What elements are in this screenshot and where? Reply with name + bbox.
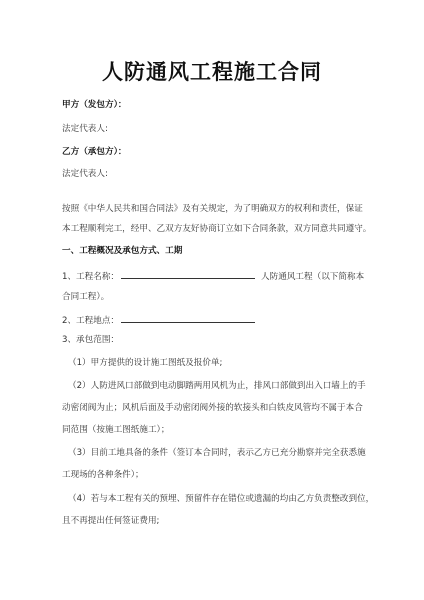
project-location-blank: [121, 313, 255, 323]
scope-sub-4-line: （4）若与本工程有关的预埋、预留件存在错位或遗漏的均由乙方负责整改到位，: [68, 494, 375, 504]
party-a-label: 甲方（发包方）：: [62, 100, 127, 110]
item-suffix: 人防通风工程（以下简称本: [261, 272, 365, 282]
scope-sub-2-line: 同范围（按施工图纸施工）；: [62, 425, 170, 435]
preamble-line: 本工程顺利完工，经甲、乙双方友好协商订立如下合同条款，双方同意共同遵守。: [62, 224, 372, 234]
document-title: 人防通风工程施工合同: [102, 60, 322, 84]
preamble-line: 按照《中华人民共和国合同法》及有关规定，为了明确双方的权利和责任，保证: [62, 204, 363, 214]
scope-sub-2-line: 动密闭阀为止；风机后面及手动密闭阀外接的软接头和白铁皮风管均不属于本合: [62, 403, 363, 413]
scope-sub-2-line: （2）人防进风口部做到电动脚踏两用风机为止，排风口部做到出入口墙上的手: [68, 381, 366, 391]
section-heading: 一、工程概况及承包方式、工期: [62, 246, 183, 256]
party-b-label: 乙方（承包方）：: [62, 147, 127, 157]
item-project-name: [62, 269, 367, 283]
item-label: 1、工程名称：: [62, 272, 120, 282]
party-a-representative: 法定代表人:: [62, 124, 108, 134]
scope-sub-3-line: 工现场的各种条件）；: [62, 470, 144, 480]
scope-sub-3-line: （3）目前工地具备的条件（签订本合同时，表示乙方已充分勘察并完全获悉施: [68, 448, 366, 458]
party-b-representative: 法定代表人:: [62, 169, 108, 179]
item-continuation: 合同工程）。: [62, 292, 110, 302]
item-scope: 3、承包范围：: [62, 335, 120, 345]
scope-sub-1: （1）甲方提供的设计施工图纸及报价单;: [68, 358, 223, 368]
item-project-location: [62, 313, 367, 327]
item-label: 2、工程地点：: [62, 316, 120, 326]
scope-sub-4-line: 且不再提出任何签证费用;: [62, 516, 160, 526]
project-name-blank: [121, 269, 255, 279]
